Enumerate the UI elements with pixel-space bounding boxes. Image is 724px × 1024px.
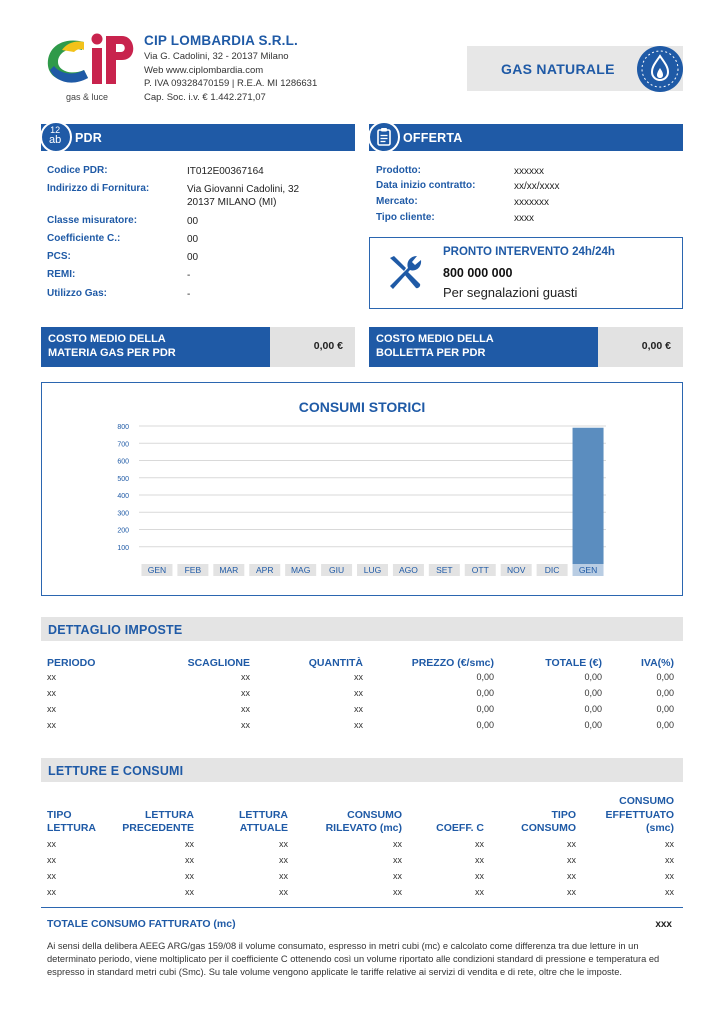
table-row (47, 852, 674, 868)
table-cell: xx (279, 870, 288, 881)
table-cell: xx (47, 854, 56, 865)
service-type-box (467, 46, 683, 91)
table-cell: 0,00 (656, 672, 674, 682)
total-consumo-value: xxx (655, 919, 672, 930)
table-cell: 0,00 (584, 720, 602, 730)
table-cell: 0,00 (476, 704, 494, 714)
chart-x-tick-label: GIU (329, 565, 345, 575)
table-cell: 0,00 (656, 688, 674, 698)
offerta-value: xxxxxxx (514, 197, 549, 208)
consumption-chart (42, 383, 682, 595)
header-line: CONSUMO (619, 795, 674, 807)
pdr-label: PCS: (47, 251, 71, 262)
chart-x-tick-label: LUG (363, 565, 382, 575)
chart-bars (573, 428, 604, 564)
cost-materia-label (41, 327, 270, 367)
cost-bolletta-line1: COSTO MEDIO DELLA (376, 333, 494, 345)
table-row (47, 868, 674, 884)
header-line: LETTURA (145, 808, 194, 821)
company-address: Via G. Cadolini, 32 - 20137 Milano (144, 51, 289, 62)
table-cell: xx (354, 704, 363, 714)
offerta-label: Prodotto: (376, 165, 421, 176)
table-cell: xx (47, 672, 56, 682)
chart-x-tick-label: NOV (506, 565, 526, 575)
service-type-label: GAS NATURALE (501, 61, 615, 77)
table-cell: xx (393, 854, 402, 865)
table-row (47, 884, 674, 900)
table-cell: xx (241, 720, 250, 730)
chart-x-tick-label: OTT (471, 565, 489, 575)
chart-x-tick-label: SET (436, 565, 453, 575)
table-cell: xx (665, 870, 674, 881)
table-cell: 0,00 (476, 720, 494, 730)
table-cell: xx (185, 838, 194, 849)
chart-y-tick-label: 400 (117, 493, 129, 500)
table-cell: xx (665, 854, 674, 865)
table-cell: xx (47, 688, 56, 698)
table-cell: xx (279, 838, 288, 849)
header-line: CONSUMO (347, 808, 402, 821)
cost-materia-line1: COSTO MEDIO DELLA (48, 333, 166, 345)
cost-bolletta-label (369, 327, 598, 367)
pdr-label: Indirizzo di Fornitura: (47, 183, 150, 194)
header-line: EFFETTUATO (605, 808, 674, 821)
table-cell: xx (567, 870, 576, 881)
pdr-section-bar (41, 124, 355, 151)
pdr-title: PDR (75, 131, 102, 145)
company-piva: P. IVA 09328470159 | R.E.A. MI 1286631 (144, 78, 318, 89)
header-line: ATTUALE (239, 822, 288, 834)
company-logo (44, 30, 140, 92)
pdr-label: Classe misuratore: (47, 215, 138, 226)
table-cell: xx (241, 704, 250, 714)
offerta-value: xx/xx/xxxx (514, 181, 560, 192)
chart-x-tick-label: FEB (184, 565, 202, 575)
legal-note: Ai sensi della delibera AEEG ARG/gas 159/08 il volume consumato, espresso in metri cubi (mc) e calcolato come differenza tra due letture in un determinato periodo, viene moltiplicato per il coefficiente C ottenendo così un volume riportato alle condizioni standard di pressione e temperatura ed espresso in standard metri cubi (Smc). Su tale volume vengono applicate le tariffe relative ai servizi di vendita e di rete, oltre che le imposte. (47, 941, 660, 978)
table-cell: 0,00 (656, 720, 674, 730)
pdr-label: REMI: (47, 269, 76, 280)
table-cell: xx (393, 870, 402, 881)
table-row (47, 717, 674, 733)
chart-x-tick-label: APR (255, 565, 274, 575)
pdr-icon-text-top: 12 (50, 125, 61, 135)
pdr-label: Utilizzo Gas: (47, 288, 108, 299)
pdr-icon-text-bottom: ab (49, 134, 62, 146)
header-line: CONSUMO (521, 822, 576, 834)
chart-y-tick-label: 800 (117, 424, 129, 431)
chart-x-axis (141, 564, 603, 576)
cost-bolletta-line2: BOLLETTA PER PDR (376, 346, 486, 359)
imposte-col-scaglione: SCAGLIONE (187, 657, 250, 669)
company-capital: Cap. Soc. i.v. € 1.442.271,07 (144, 91, 266, 103)
chart-title: CONSUMI STORICI (298, 399, 426, 415)
letture-col-tipo-consumo (484, 795, 576, 836)
imposte-col-totale: TOTALE (€) (545, 657, 602, 669)
emergency-subtitle: Per segnalazioni guasti (443, 285, 578, 300)
offerta-label: Tipo cliente: (376, 212, 435, 223)
offerta-label: Data inizio contratto: (376, 180, 476, 191)
wrench-screwdriver-icon (384, 252, 426, 299)
table-cell: xx (665, 838, 674, 849)
header-line: TIPO (47, 808, 72, 821)
offerta-section-bar (369, 124, 683, 151)
table-cell: xx (47, 704, 56, 714)
header-line: RILEVATO (mc) (325, 822, 402, 834)
consumption-chart-box (41, 382, 683, 596)
table-cell: 0,00 (476, 672, 494, 682)
imposte-header-row (47, 653, 674, 669)
chart-y-tick-label: 500 (117, 475, 129, 483)
chart-bar (573, 428, 604, 564)
chart-y-tick-label: 100 (117, 544, 129, 552)
pdr-value: - (187, 270, 191, 281)
table-row (47, 685, 674, 701)
table-cell: xx (567, 886, 576, 897)
pdr-value: IT012E00367164 (187, 166, 264, 177)
table-cell: xx (47, 886, 56, 897)
company-web: Web www.ciplombardia.com (144, 64, 264, 76)
table-row (47, 701, 674, 717)
table-cell: xx (354, 720, 363, 730)
table-cell: xx (47, 870, 56, 881)
pdr-value: 00 (187, 216, 199, 227)
chart-y-tick-label: 300 (117, 510, 129, 518)
letture-section-bar: LETTURE E CONSUMI (41, 758, 683, 782)
emergency-title: PRONTO INTERVENTO 24h/24h (443, 246, 615, 258)
letture-col-lettura-attuale (194, 795, 288, 836)
chart-grid (139, 426, 606, 547)
cost-materia-value: 0,00 € (270, 327, 355, 367)
table-cell: 0,00 (584, 672, 602, 682)
offerta-value: xxxx (514, 213, 534, 224)
chart-y-tick-label: 600 (117, 458, 129, 466)
offerta-title: OFFERTA (403, 131, 463, 145)
table-cell: 0,00 (656, 704, 674, 714)
header-line: (smc) (645, 822, 674, 834)
header-line: PRECEDENTE (122, 822, 194, 834)
clipboard-icon (368, 121, 400, 153)
letture-col-consumo-effettuato (576, 795, 674, 836)
pdr-label: Codice PDR: (47, 165, 108, 176)
chart-x-tick-label: DIC (544, 565, 560, 575)
chart-x-tick-label: GEN (578, 565, 598, 575)
header-line: LETTURA (47, 822, 96, 834)
chart-x-tick-label: AGO (398, 565, 418, 575)
table-cell: xx (185, 886, 194, 897)
table-cell: xx (47, 838, 56, 849)
emergency-phone: 800 000 000 (443, 266, 513, 280)
company-name: CIP LOMBARDIA S.R.L. (144, 33, 299, 48)
table-cell: xx (475, 886, 484, 897)
table-cell: xx (354, 672, 363, 682)
pdr-value: Via Giovanni Cadolini, 32 (187, 184, 300, 195)
table-cell: xx (665, 886, 674, 897)
imposte-col-prezzo: PREZZO (€/smc) (411, 657, 494, 669)
letture-col-coeff-c (402, 795, 484, 836)
chart-x-tick-label: GEN (147, 565, 167, 575)
emergency-box (369, 237, 683, 309)
imposte-section-bar: DETTAGLIO IMPOSTE (41, 617, 683, 641)
company-info (144, 32, 317, 104)
table-cell: xx (475, 854, 484, 865)
letture-col-tipo-lettura (47, 795, 102, 836)
table-cell: xx (567, 838, 576, 849)
cost-materia-line2: MATERIA GAS PER PDR (48, 346, 176, 359)
table-cell: xx (47, 720, 56, 730)
table-cell: xx (393, 886, 402, 897)
table-cell: xx (279, 854, 288, 865)
pdr-value: 00 (187, 234, 199, 245)
total-consumo-label: TOTALE CONSUMO FATTURATO (mc) (47, 918, 236, 930)
header-line: COEFF. C (436, 822, 484, 834)
letture-header-row (47, 795, 674, 836)
table-cell: 0,00 (584, 704, 602, 714)
letture-col-lettura-precedente (102, 795, 194, 836)
table-cell: xx (185, 870, 194, 881)
pdr-value-line2: 20137 MILANO (MI) (187, 197, 277, 208)
pdr-label: Coefficiente C.: (47, 233, 121, 244)
table-cell: xx (567, 854, 576, 865)
offerta-value: xxxxxx (514, 166, 544, 177)
table-cell: xx (393, 838, 402, 849)
imposte-table (47, 653, 674, 733)
letture-table (47, 795, 674, 900)
table-cell: xx (354, 688, 363, 698)
pdr-value: 00 (187, 252, 199, 263)
table-cell: xx (475, 838, 484, 849)
header-line: TIPO (551, 808, 576, 821)
chart-y-axis (117, 424, 129, 552)
table-cell: xx (185, 854, 194, 865)
table-cell: 0,00 (584, 688, 602, 698)
chart-y-tick-label: 700 (117, 441, 129, 449)
total-divider (41, 907, 683, 908)
imposte-col-quantita: QUANTITÀ (308, 657, 363, 669)
table-cell: xx (241, 672, 250, 682)
table-row (47, 669, 674, 685)
table-cell: xx (279, 886, 288, 897)
imposte-col-iva: IVA(%) (640, 657, 674, 669)
pdr-value: - (187, 289, 191, 300)
pdr-icon (40, 121, 72, 153)
table-row (47, 836, 674, 852)
gas-flame-icon (635, 44, 683, 99)
letture-col-consumo-rilevato (288, 795, 402, 836)
chart-x-tick-label: MAG (290, 565, 311, 575)
cost-bolletta-value: 0,00 € (598, 327, 683, 367)
table-cell: xx (475, 870, 484, 881)
header-line: LETTURA (239, 808, 288, 821)
chart-y-tick-label: 200 (117, 527, 129, 535)
table-cell: xx (241, 688, 250, 698)
logo-tagline: gas & luce (66, 92, 109, 102)
offerta-label: Mercato: (376, 196, 418, 207)
table-cell: 0,00 (476, 688, 494, 698)
imposte-col-periodo: PERIODO (47, 657, 96, 669)
chart-x-tick-label: MAR (219, 565, 239, 575)
